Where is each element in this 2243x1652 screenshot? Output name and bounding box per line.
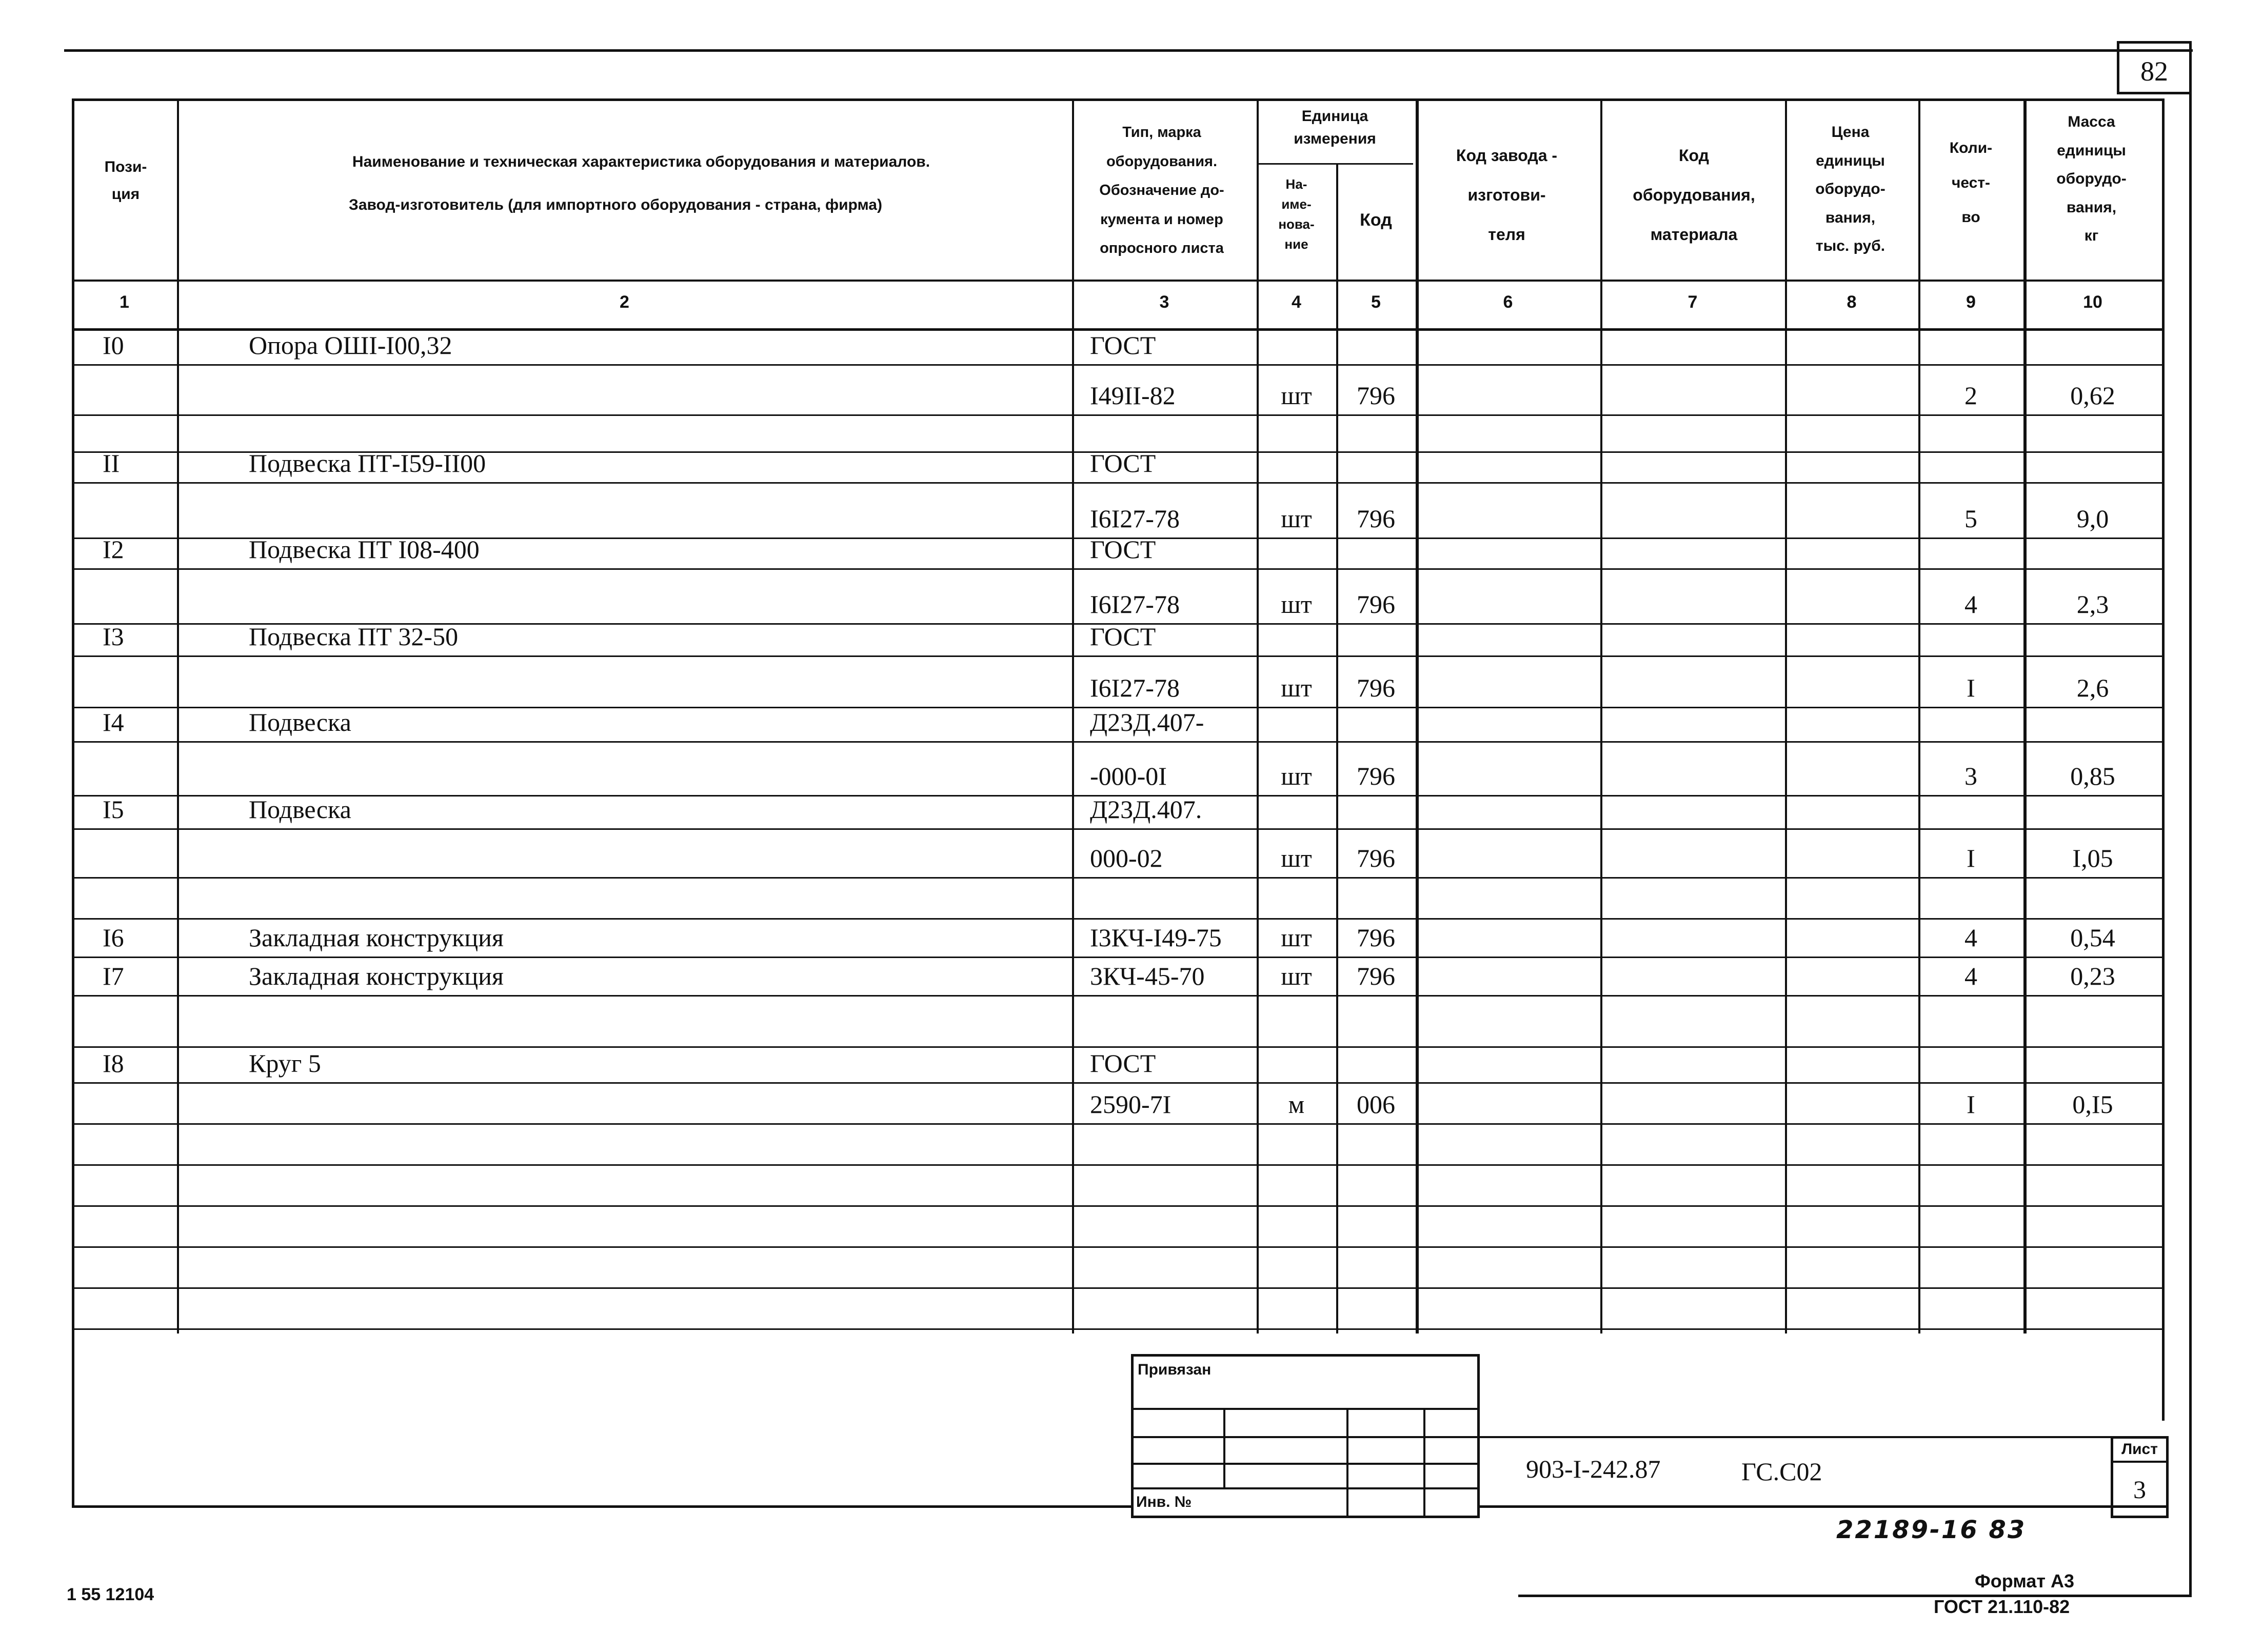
cell-pos: I6 (103, 923, 124, 952)
cell-unit: шт (1281, 381, 1312, 410)
cell-mass: 2,3 (2076, 590, 2109, 619)
stamp-line (1423, 1408, 1425, 1518)
cell-name: Опора ОШI-I00,32 (249, 331, 452, 360)
bottom-border-line (1518, 1595, 2192, 1597)
table-row (72, 877, 2162, 918)
unit-group-line (1257, 163, 1413, 165)
stamp-line (1223, 1408, 1225, 1489)
top-border-line (64, 49, 2193, 52)
cell-code: 796 (1357, 504, 1395, 533)
header-unit-code: Код (1360, 210, 1392, 230)
cell-pos: II (103, 449, 120, 477)
column-number: 8 (1847, 292, 1857, 312)
stamp-line (1346, 1408, 1348, 1518)
cell-doc: ГОСТ (1090, 535, 1156, 564)
cell-doc: I6I27-78 (1090, 590, 1180, 619)
cell-doc: 3КЧ-45-70 (1090, 962, 1205, 990)
cell-doc: 2590-7I (1090, 1090, 1172, 1119)
header-manufacturer-code: Код завода - изготови- теля (1456, 146, 1558, 244)
cell-mass: I,05 (2072, 844, 2113, 872)
cell-unit: шт (1281, 844, 1312, 872)
cell-mass: 9,0 (2076, 504, 2109, 533)
cell-qty: 2 (1964, 381, 1977, 410)
cell-pos: I3 (103, 622, 124, 651)
cell-code: 796 (1357, 844, 1395, 872)
column-number: 4 (1292, 292, 1301, 312)
cell-name: Подвеска ПТ 32-50 (249, 622, 459, 651)
cell-mass: 0,54 (2070, 923, 2115, 952)
cell-unit: м (1288, 1090, 1305, 1119)
header-name-line1: Наименование и техническая характеристика оборудования и материалов. (352, 153, 930, 170)
table-bottom-line (72, 1505, 1134, 1508)
column-number: 7 (1688, 292, 1698, 312)
header-name-line2: Завод-изготовитель (для импортного оборудования - страна, фирма) (349, 196, 882, 213)
cell-qty: 4 (1964, 590, 1977, 619)
header-unit-group: Единица измерения (1294, 108, 1376, 147)
cell-doc: ГОСТ (1090, 622, 1156, 651)
cell-code: 796 (1357, 923, 1395, 952)
column-number: 2 (620, 292, 629, 312)
cell-pos: I7 (103, 962, 124, 990)
cell-mass: 0,62 (2070, 381, 2115, 410)
column-number: 10 (2083, 292, 2102, 312)
cell-pos: I5 (103, 795, 124, 824)
cell-mass: 0,85 (2070, 762, 2115, 790)
cell-pos: I8 (103, 1049, 124, 1078)
cell-code: 796 (1357, 962, 1395, 990)
header-type: Тип, марка оборудования. Обозначение до- кумента и номер опросного листа (1099, 124, 1224, 257)
cell-qty: I (1967, 673, 1975, 702)
table-row (72, 414, 2162, 451)
cell-doc: I3КЧ-I49-75 (1090, 923, 1222, 952)
column-number: 1 (120, 292, 129, 312)
column-number: 6 (1503, 292, 1513, 312)
table-row (72, 1164, 2162, 1205)
footer-left-code: 1 55 12104 (67, 1585, 154, 1604)
stamp-title-line (1480, 1436, 2167, 1438)
cell-qty: 4 (1964, 923, 1977, 952)
cell-doc: ГОСТ (1090, 449, 1156, 477)
column-number: 5 (1371, 292, 1381, 312)
cell-unit: шт (1281, 962, 1312, 990)
table-row (72, 1205, 2162, 1246)
stamp-sheet-number: 3 (2133, 1475, 2146, 1504)
stamp-sheet-label: Лист (2121, 1441, 2158, 1458)
cell-doc: Д23Д.407. (1090, 795, 1202, 824)
table-row (72, 1123, 2162, 1164)
cell-doc: Д23Д.407- (1090, 708, 1204, 737)
cell-qty: 4 (1964, 962, 1977, 990)
cell-pos: I4 (103, 708, 124, 737)
cell-code: 796 (1357, 590, 1395, 619)
table-row (72, 1287, 2162, 1328)
cell-name: Закладная конструкция (249, 962, 504, 990)
cell-name: Подвеска ПТ-I59-II00 (249, 449, 486, 477)
header-unit-name: На- име- нова- ние (1278, 176, 1315, 252)
cell-mass: 2,6 (2076, 673, 2109, 702)
cell-code: 796 (1357, 762, 1395, 790)
stamp-inv-label: Инв. № (1136, 1494, 1192, 1510)
stamp-line (1131, 1463, 1480, 1465)
cell-doc: 000-02 (1090, 844, 1163, 872)
cell-name: Закладная конструкция (249, 923, 504, 952)
cell-doc: ГОСТ (1090, 1049, 1156, 1078)
cell-unit: шт (1281, 762, 1312, 790)
stamp-doc-mark: ГС.С02 (1741, 1457, 1822, 1486)
cell-code: 796 (1357, 381, 1395, 410)
table-row (72, 995, 2162, 1046)
table-bottom-line (1480, 1505, 2167, 1508)
cell-code: 006 (1357, 1090, 1395, 1119)
handwritten-number: 22189-16 83 (1836, 1516, 2027, 1544)
column-number: 9 (1966, 292, 1976, 312)
stamp-line (1131, 1436, 1480, 1438)
cell-qty: 5 (1964, 504, 1977, 533)
header-bottom-line (72, 280, 2162, 282)
table-row (72, 1246, 2162, 1287)
cell-doc: -000-0I (1090, 762, 1167, 790)
header-mass: Масса единицы оборудо- вания, кг (2056, 113, 2127, 244)
cell-qty: 3 (1964, 762, 1977, 790)
cell-name: Подвеска (249, 708, 351, 737)
row-line (72, 1328, 2162, 1330)
footer-gost: ГОСТ 21.110-82 (1934, 1596, 2070, 1617)
cell-unit: шт (1281, 923, 1312, 952)
cell-doc: I6I27-78 (1090, 673, 1180, 702)
cell-name: Подвеска ПТ I08-400 (249, 535, 480, 564)
header-position: Пози- ция (104, 158, 147, 203)
table-right-line (2162, 98, 2165, 1421)
header-equipment-code: Код оборудования, материала (1633, 146, 1755, 244)
cell-unit: шт (1281, 590, 1312, 619)
cell-mass: 0,23 (2070, 962, 2115, 990)
cell-unit: шт (1281, 504, 1312, 533)
cell-qty: I (1967, 1090, 1975, 1119)
stamp-line (1131, 1408, 1480, 1410)
cell-doc: ГОСТ (1090, 331, 1156, 360)
header-quantity: Коли- чест- во (1949, 140, 1993, 226)
cell-mass: 0,I5 (2072, 1090, 2113, 1119)
sheet-corner-number: 82 (2140, 56, 2168, 87)
cell-doc: I49II-82 (1090, 381, 1176, 410)
header-price: Цена единицы оборудо- вания, тыс. руб. (1815, 124, 1885, 254)
cell-unit: шт (1281, 673, 1312, 702)
cell-qty: I (1967, 844, 1975, 872)
cell-pos: I0 (103, 331, 124, 360)
right-border-line (2189, 49, 2192, 1597)
cell-name: Круг 5 (249, 1049, 321, 1078)
table-top-line (72, 98, 2162, 101)
column-number: 3 (1159, 292, 1169, 312)
stamp-privyazan-label: Привязан (1138, 1361, 1212, 1378)
cell-code: 796 (1357, 673, 1395, 702)
footer-format: Формат А3 (1975, 1570, 2075, 1591)
cell-doc: I6I27-78 (1090, 504, 1180, 533)
cell-pos: I2 (103, 535, 124, 564)
stamp-doc-code: 903-I-242.87 (1526, 1455, 1661, 1483)
cell-name: Подвеска (249, 795, 351, 824)
